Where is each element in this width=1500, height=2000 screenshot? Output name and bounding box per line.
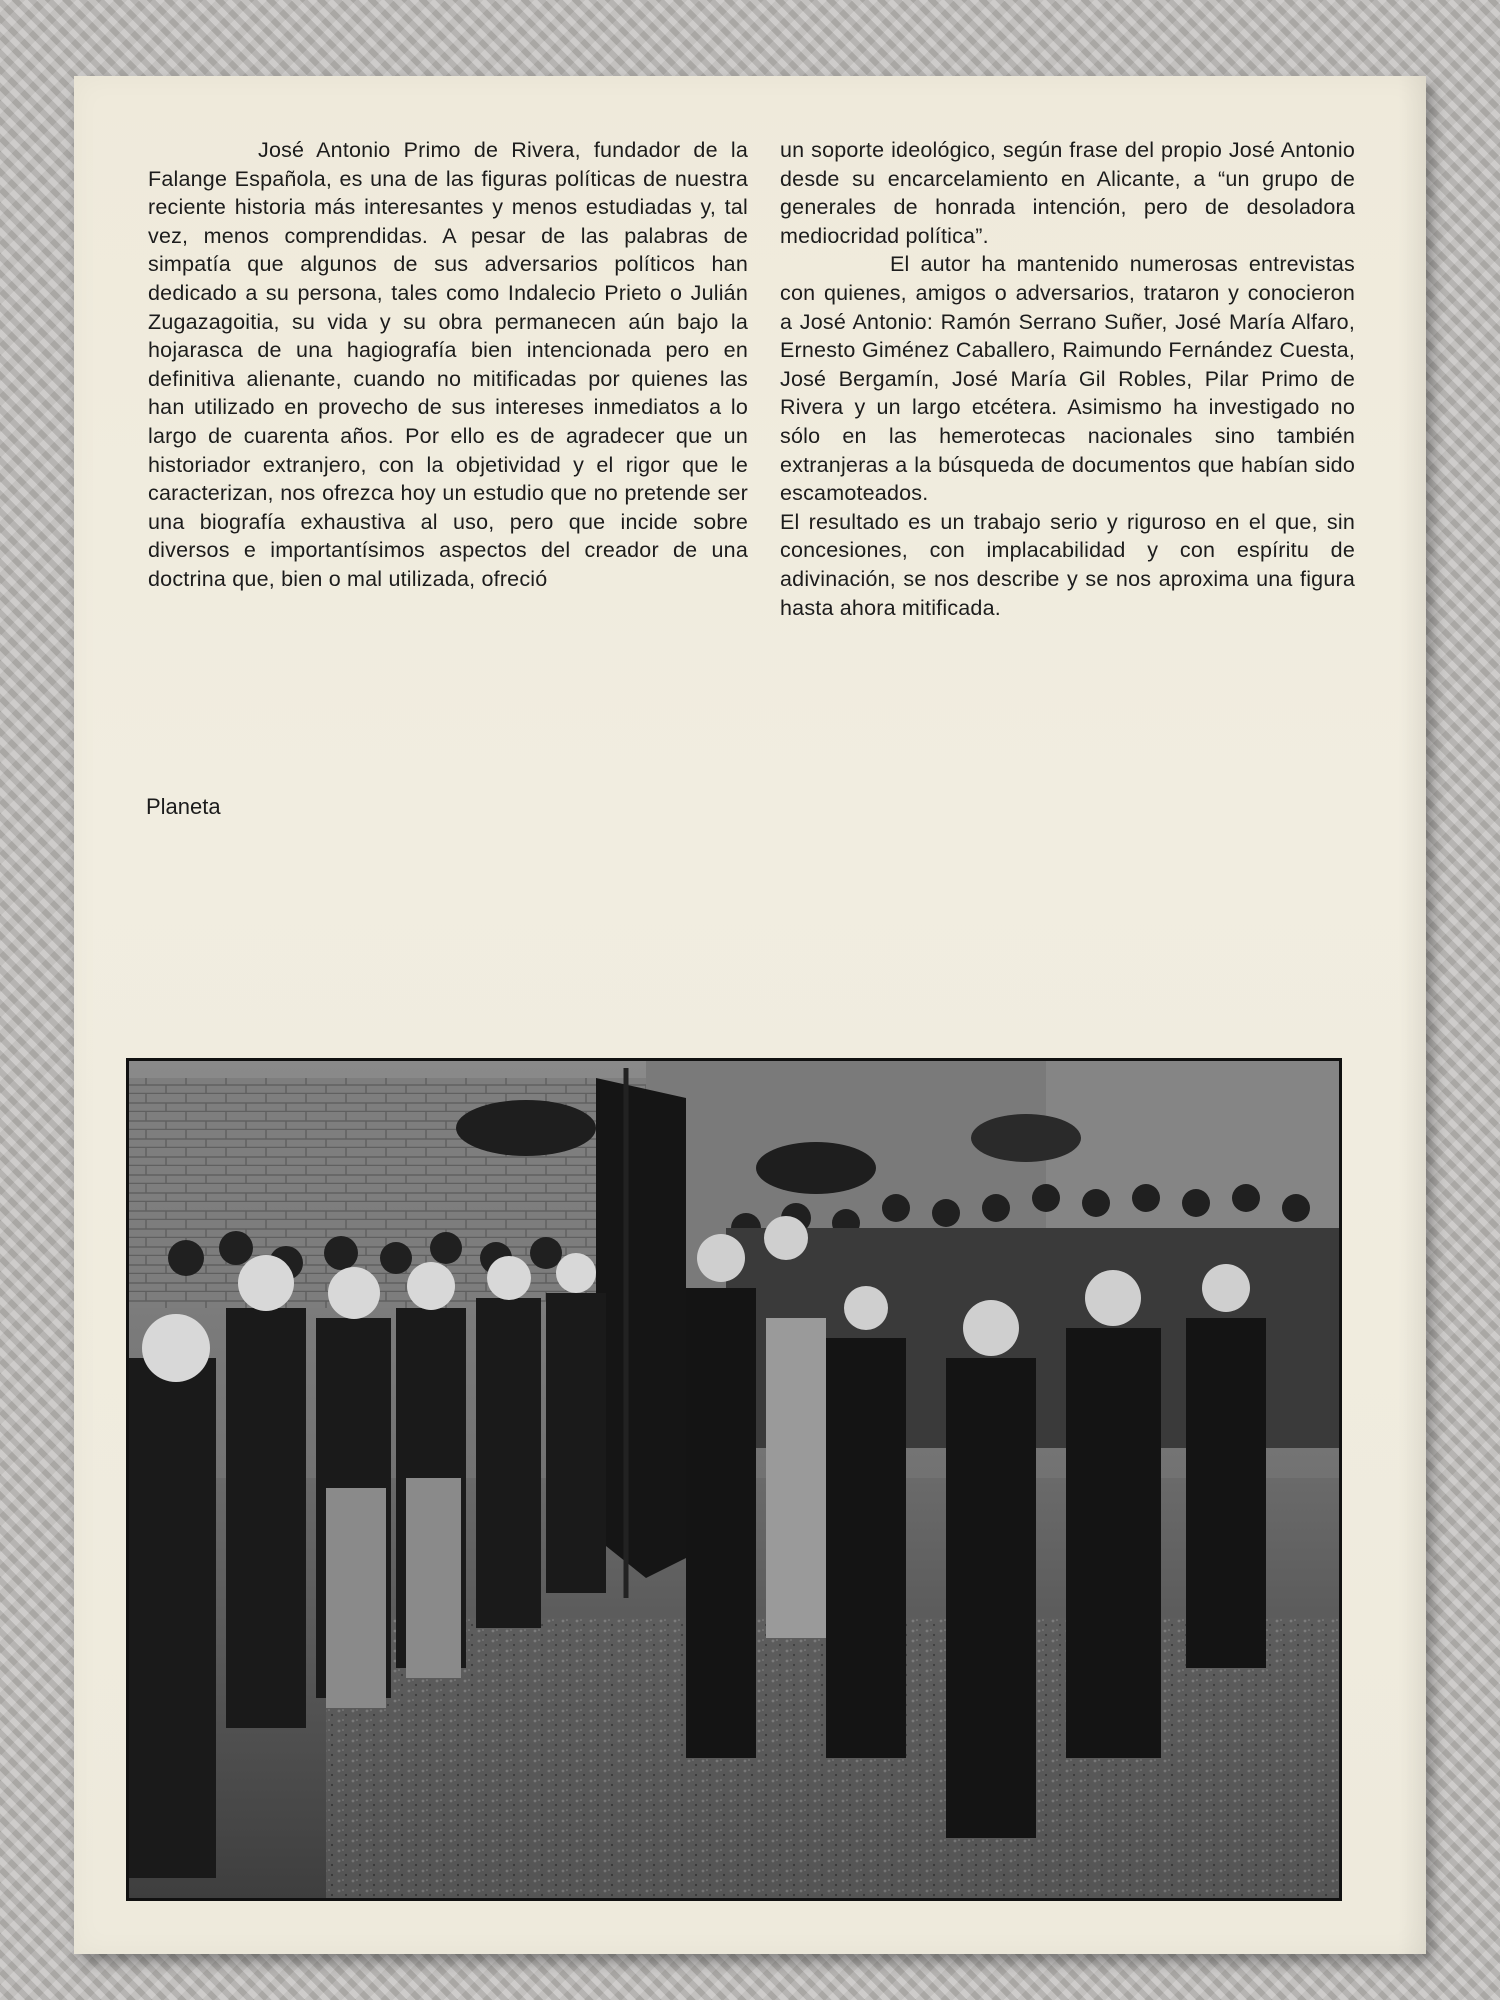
synopsis-continuation: un soporte ideológico, según frase del propio José Antonio desde su encarcelamiento en Alicante, a “un grupo de generales de honrada intención, pero de desoladora mediocridad política”. — [780, 138, 1355, 248]
synopsis-right-column — [780, 136, 1355, 622]
synopsis-paragraph-2: El autor ha mantenido numerosas entrevistas con quienes, amigos o adversarios, trataron y conocieron a José Antonio: Ramón Serrano Suñer, José María Alfaro, Ernesto Giménez Caballero, Raimundo Fernández Cuesta, José Bergamín, José María Gil Robles, Pilar Primo de Rivera y un largo etcétera. Asimismo ha investigado no sólo en las hemerotecas nacionales sino también extranjeras a la búsqueda de documentos que habían sido escamoteados. — [780, 252, 1355, 506]
book-back-cover — [74, 76, 1426, 1954]
synopsis-left-column — [148, 136, 748, 594]
synopsis-paragraph-1: José Antonio Primo de Rivera, fundador de la Falange Española, es una de las figuras políticas de nuestra reciente historia más interesantes y menos estudiadas y, tal vez, menos comprendidas. A pesar de las palabras de simpatía que algunos de sus adversarios políticos han dedicado a su persona, tales como Indalecio Prieto o Julián Zugazagoitia, su vida y su obra permanecen aún bajo la hojarasca de una hagiografía bien intencionada pero en definitiva alienante, cuando no mitificadas por quienes las han utilizado en provecho de sus intereses inmediatos a lo largo de cuarenta años. Por ello es de agradecer que un historiador extranjero, con la objetividad y el rigor que le caracterizan, nos ofrezca hoy un estudio que no pretende ser una biografía exhaustiva al uso, pero que incide sobre diversos e importantísimos aspectos del creador de una doctrina que, bien o mal utilizada, ofreció — [148, 138, 748, 591]
historical-photo-illustration — [126, 1058, 1342, 1901]
historical-photo — [126, 1058, 1342, 1901]
synopsis-paragraph-3: El resultado es un trabajo serio y riguroso en el que, sin concesiones, con implacabilidad y con espíritu de adivinación, se nos describe y se nos aproxima una figura hasta ahora mitificada. — [780, 509, 1355, 620]
book-edge-shadow — [1398, 76, 1426, 1954]
publisher-name: Planeta — [146, 794, 221, 819]
